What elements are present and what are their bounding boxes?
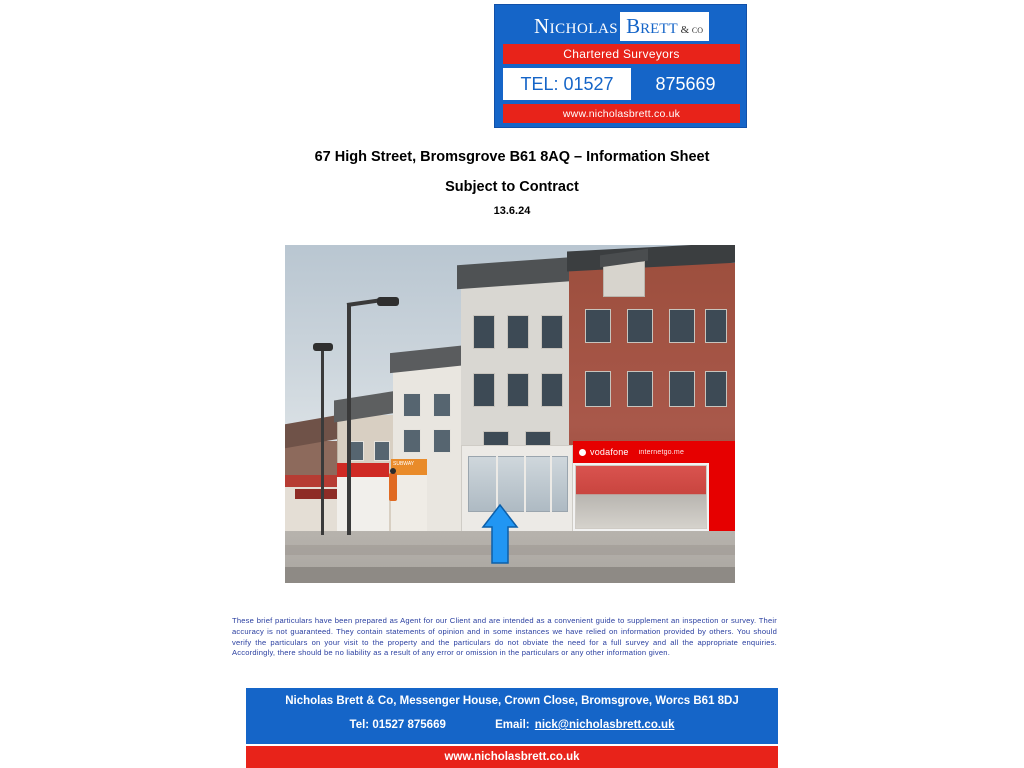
vodafone-logo-icon: [579, 449, 586, 456]
page-subtitle: Subject to Contract: [445, 179, 579, 195]
footer-contact-block: [246, 688, 778, 744]
photo-shopfront-far-left: [285, 475, 339, 533]
company-name: [503, 10, 740, 42]
photo-lamp-head-1: [377, 297, 399, 306]
vodafone-fascia: [573, 441, 709, 463]
footer-contact-line: [246, 719, 778, 731]
orange-shop-sign: SUBWAY: [393, 461, 415, 467]
photo-lamp-head-2: [313, 343, 333, 351]
photo-lamp-post-1: [347, 303, 351, 535]
photo-vodafone-shopfront: [573, 441, 709, 533]
vodafone-strapline: internetgo.me: [638, 448, 685, 456]
footer-website: www.nicholasbrett.co.uk: [246, 746, 778, 768]
photo-lamp-post-2: [321, 349, 324, 535]
photo-kerb: [285, 567, 735, 583]
letterhead-website: www.nicholasbrett.co.uk: [503, 104, 740, 123]
footer-address: Nicholas Brett & Co, Messenger House, Crown Close, Bromsgrove, Worcs B61 8DJ: [285, 695, 739, 707]
company-strapline: Chartered Surveyors: [503, 44, 740, 64]
telephone-number: 875669: [631, 68, 740, 100]
disclaimer-text: These brief particulars have been prepared as Agent for our Client and are intended as a convenient guide to supplement an inspection or survey. Their accuracy is not guaranteed. They contain statements of opinion and in some instances we have relied on information provided by others. You should verify the particulars on your visit to the property and the particulars do not obviate the need for a full survey and all the appropriate enquiries. Accordingly, there should be no liability as a result of any error or omission in the particulars or any other information given.: [232, 616, 777, 658]
company-name-box: [620, 12, 709, 41]
location-arrow-icon: [481, 503, 519, 565]
footer-telephone: Tel: 01527 875669: [349, 719, 446, 731]
telephone-prefix: TEL: 01527: [503, 68, 631, 100]
photo-dormer-window: [603, 261, 645, 297]
footer-email-label: Email:: [495, 719, 530, 731]
photo-pedestrian: [389, 473, 397, 501]
footer-email-link[interactable]: nick@nicholasbrett.co.uk: [534, 719, 675, 731]
photo-shopfront-right-end: [709, 441, 735, 533]
letterhead-logo-block: [494, 4, 747, 128]
page-title: 67 High Street, Bromsgrove B61 8AQ – Information Sheet: [314, 149, 710, 165]
photo-awning: [295, 489, 337, 499]
property-photograph: [285, 245, 735, 583]
company-name-suffix: & co: [680, 23, 704, 36]
page-date: 13.6.24: [493, 205, 531, 217]
letterhead-telephone: [503, 68, 740, 100]
vodafone-sign-text: vodafone: [590, 447, 629, 457]
company-name-second: Brett: [626, 13, 678, 38]
company-name-first: Nicholas: [533, 13, 619, 38]
photo-shopfront-red: [337, 463, 389, 533]
